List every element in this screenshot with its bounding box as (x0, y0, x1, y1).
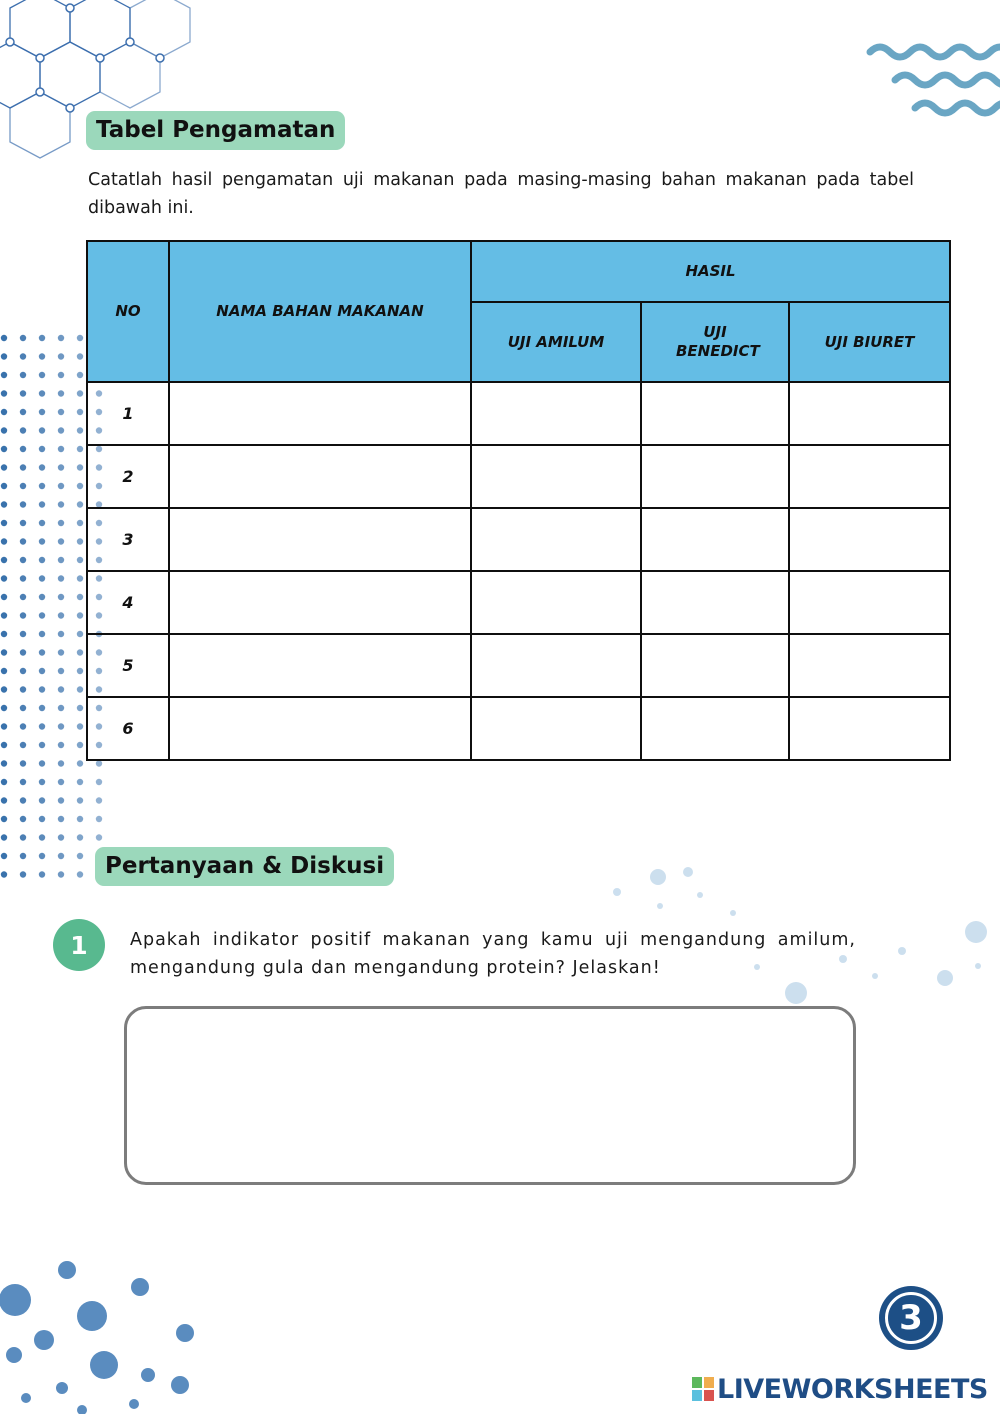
brand-name: LIVEWORKSHEETS (717, 1373, 988, 1405)
biuret-result-cell[interactable] (789, 697, 950, 760)
page-number-badge (879, 1286, 943, 1350)
biuret-result-cell[interactable] (789, 571, 950, 634)
header-no: NO (87, 241, 169, 382)
food-name-cell[interactable] (169, 571, 471, 634)
header-food-name: NAMA BAHAN MAKANAN (169, 241, 471, 382)
food-name-cell[interactable] (169, 382, 471, 445)
table-row (87, 571, 950, 634)
benedict-result-cell[interactable] (641, 445, 789, 508)
answer-box[interactable] (124, 1006, 856, 1185)
amilum-result-cell[interactable] (471, 571, 641, 634)
row-number: 4 (87, 571, 169, 634)
benedict-result-cell[interactable] (641, 571, 789, 634)
question-text: Apakah indikator positif makanan yang kamu uji mengandung amilum, mengandung gula dan mengandung protein? Jelaskan! (130, 930, 856, 978)
header-biuret-test: UJI BIURET (789, 302, 950, 382)
header-amilum-test: UJI AMILUM (471, 302, 641, 382)
row-number: 3 (87, 508, 169, 571)
benedict-result-cell[interactable] (641, 697, 789, 760)
page-number: 3 (885, 1292, 937, 1344)
question-number-badge: 1 (53, 919, 105, 971)
observation-table (86, 240, 951, 761)
biuret-result-cell[interactable] (789, 382, 950, 445)
amilum-result-cell[interactable] (471, 697, 641, 760)
row-number: 1 (87, 382, 169, 445)
header-benedict-test: UJI BENEDICT (641, 302, 789, 382)
instruction-text: Catatlah hasil pengamatan uji makanan pada masing-masing bahan makanan pada tabel dibawah ini. (88, 170, 914, 218)
amilum-result-cell[interactable] (471, 634, 641, 697)
section-title-observation: Tabel Pengamatan (86, 111, 345, 150)
amilum-result-cell[interactable] (471, 382, 641, 445)
table-row (87, 382, 950, 445)
bubble-cluster-bottom-left (0, 1261, 194, 1414)
table-row (87, 697, 950, 760)
food-name-cell[interactable] (169, 445, 471, 508)
food-name-cell[interactable] (169, 697, 471, 760)
benedict-result-cell[interactable] (641, 634, 789, 697)
food-name-cell[interactable] (169, 634, 471, 697)
amilum-result-cell[interactable] (471, 508, 641, 571)
brand-footer[interactable] (692, 1372, 988, 1406)
wave-pattern (870, 47, 1000, 113)
table-row (87, 445, 950, 508)
section-title-discussion: Pertanyaan & Diskusi (95, 847, 394, 886)
table-row (87, 634, 950, 697)
food-name-cell[interactable] (169, 508, 471, 571)
row-number: 2 (87, 445, 169, 508)
hexagon-nodes (6, 4, 164, 112)
biuret-result-cell[interactable] (789, 445, 950, 508)
liveworksheets-logo-icon (692, 1377, 714, 1401)
biuret-result-cell[interactable] (789, 634, 950, 697)
header-result-group: HASIL (471, 241, 950, 302)
biuret-result-cell[interactable] (789, 508, 950, 571)
table-row (87, 508, 950, 571)
amilum-result-cell[interactable] (471, 445, 641, 508)
row-number: 6 (87, 697, 169, 760)
row-number: 5 (87, 634, 169, 697)
benedict-result-cell[interactable] (641, 382, 789, 445)
benedict-result-cell[interactable] (641, 508, 789, 571)
